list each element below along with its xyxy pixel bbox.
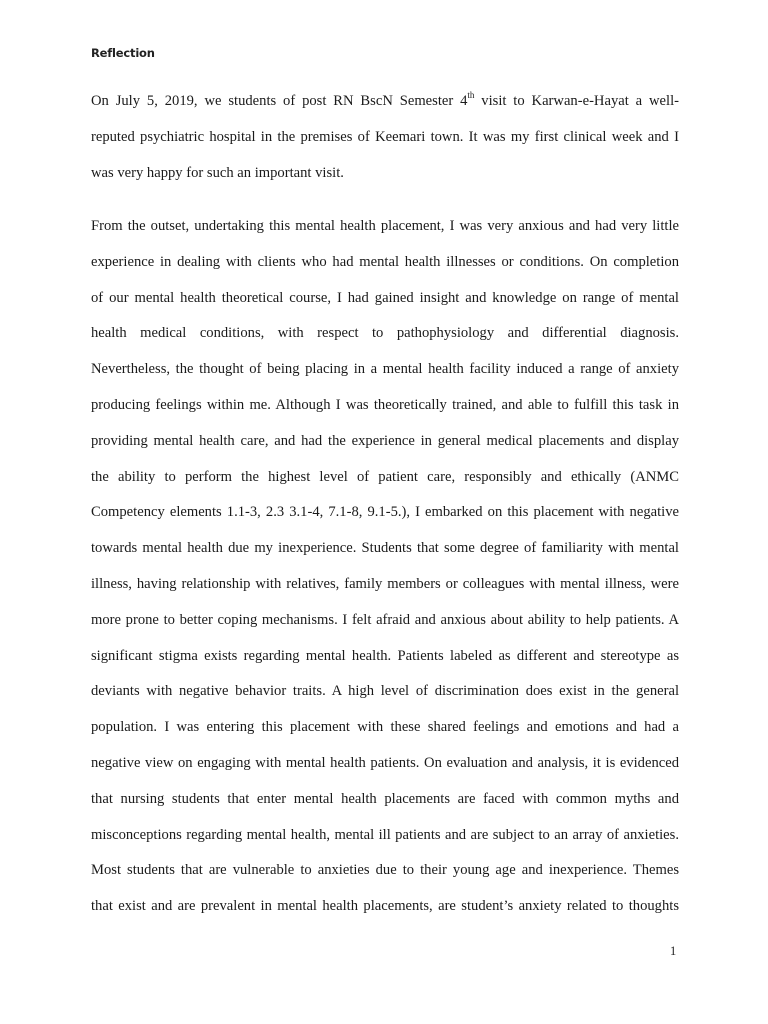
superscript-th: th [467, 90, 475, 101]
paragraph-2-line: Most students that are vulnerable to anxieties due to their young age and inexperience. Themes [91, 862, 679, 879]
paragraph-2-line: that nursing students that enter mental health placements are faced with common myths and [91, 790, 679, 807]
paragraph-1-line-1: On July 5, 2019, we students of post RN BscN Semester 4th visit to Karwan-e-Hayat a well- [91, 90, 679, 109]
paragraph-2-line: health medical conditions, with respect to pathophysiology and differential diagnosis. [91, 325, 679, 342]
page-number: 1 [670, 944, 677, 958]
paragraph-2-line: producing feelings within me. Although I was theoretically trained, and able to fulfill this task in [91, 396, 679, 413]
document-heading: Reflection [91, 46, 155, 60]
paragraph-2-line: of our mental health theoretical course, I had gained insight and knowledge on range of mental [91, 289, 679, 306]
paragraph-2-line: more prone to better coping mechanisms. I felt afraid and anxious about ability to help patients. A [91, 611, 679, 628]
paragraph-2 [91, 209, 679, 925]
paragraph-2-line: providing mental health care, and had the experience in general medical placements and display [91, 432, 679, 449]
paragraph-2-line: deviants with negative behavior traits. A high level of discrimination does exist in the general [91, 683, 679, 700]
paragraph-2-line: significant stigma exists regarding mental health. Patients labeled as different and stereotype as [91, 647, 679, 664]
paragraph-2-line: experience in dealing with clients who had mental health illnesses or conditions. On completion [91, 253, 679, 270]
paragraph-2-line: From the outset, undertaking this mental health placement, I was very anxious and had very little [91, 218, 679, 234]
paragraph-2-line: misconceptions regarding mental health, mental ill patients and are subject to an array of anxieties. [91, 826, 679, 843]
paragraph-2-line: Competency elements 1.1-3, 2.3 3.1-4, 7.1-8, 9.1-5.), I embarked on this placement with negative [91, 504, 679, 521]
paragraph-1-line-3: was very happy for such an important visit. [91, 164, 344, 181]
paragraph-2-line: the ability to perform the highest level of patient care, responsibly and ethically (ANMC [91, 468, 679, 485]
paragraph-1 [91, 84, 679, 191]
paragraph-2-line: that exist and are prevalent in mental health placements, are student’s anxiety related to thoughts [91, 898, 679, 915]
paragraph-2-line: illness, having relationship with relatives, family members or colleagues with mental illness, were [91, 575, 679, 592]
paragraph-1-line-2: reputed psychiatric hospital in the premises of Keemari town. It was my first clinical week and I [91, 128, 679, 145]
paragraph-2-line: negative view on engaging with mental health patients. On evaluation and analysis, it is evidenced [91, 754, 679, 771]
paragraph-2-line: towards mental health due my inexperience. Students that some degree of familiarity with mental [91, 540, 679, 557]
paragraph-2-line: Nevertheless, the thought of being placing in a mental health facility induced a range of anxiety [91, 361, 679, 378]
paragraph-2-line: population. I was entering this placement with these shared feelings and emotions and had a [91, 719, 679, 736]
